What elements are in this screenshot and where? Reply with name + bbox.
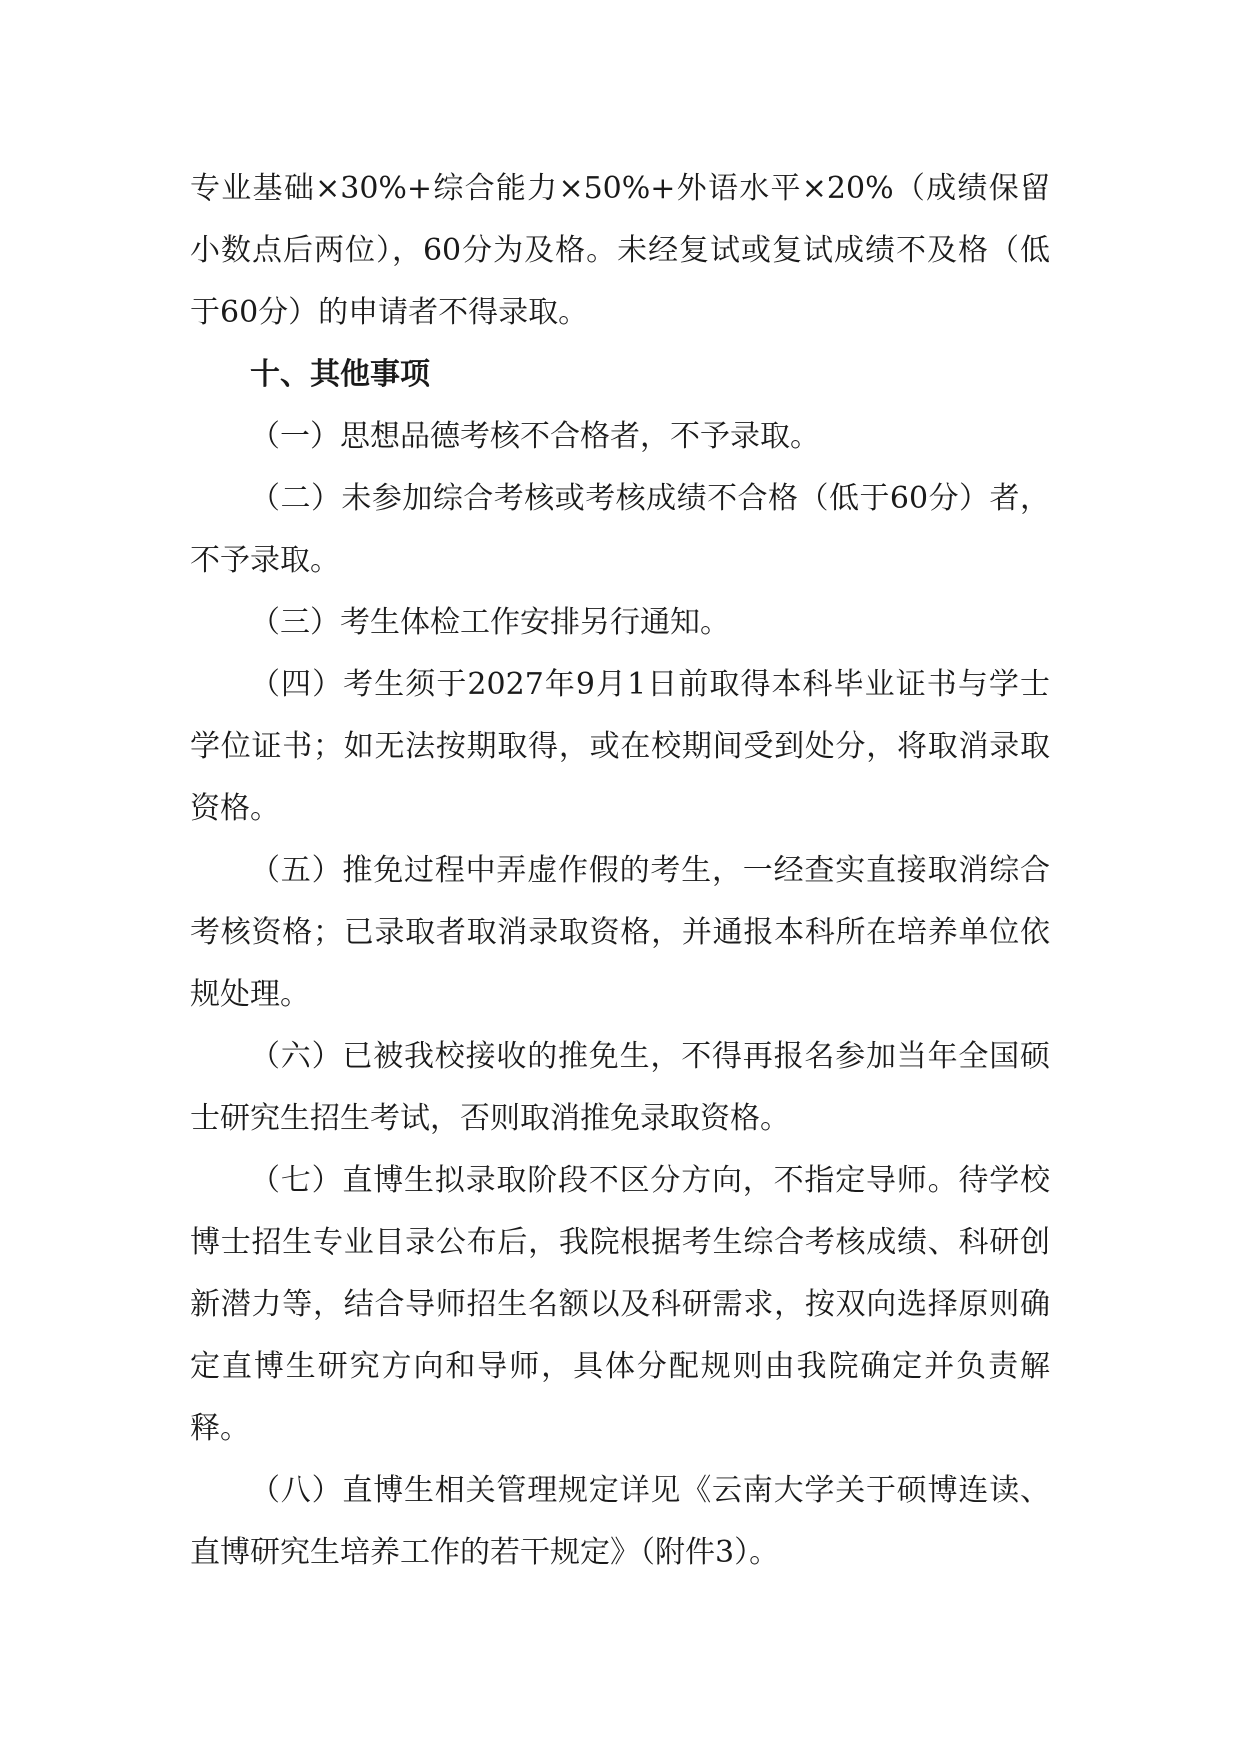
- item-6: （六）已被我校接收的推免生，不得再报名参加当年全国硕士研究生招生考试，否则取消推免录取资格。: [190, 1039, 1050, 1136]
- item-2: （二）未参加综合考核或考核成绩不合格（低于60分）者，不予录取。: [190, 481, 1050, 578]
- section-heading: 十、其他事项: [250, 357, 430, 392]
- item-1: （一）思想品德考核不合格者，不予录取。: [250, 419, 820, 454]
- item-4: （四）考生须于2027年9月1日前取得本科毕业证书与学士学位证书；如无法按期取得，或在校期间受到处分，将取消录取资格。: [190, 667, 1050, 826]
- item-8: （八）直博生相关管理规定详见《云南大学关于硕博连读、直博研究生培养工作的若干规定》（附件3）。: [190, 1473, 1050, 1570]
- item-5: （五）推免过程中弄虚作假的考生，一经查实直接取消综合考核资格；已录取者取消录取资格，并通报本科所在培养单位依规处理。: [190, 853, 1050, 1012]
- item-3: （三）考生体检工作安排另行通知。: [250, 605, 730, 640]
- item-7: （七）直博生拟录取阶段不区分方向，不指定导师。待学校博士招生专业目录公布后，我院根据考生综合考核成绩、科研创新潜力等，结合导师招生名额以及科研需求，按双向选择原则确定直博生研究方向和导师，具体分配规则由我院确定并负责解释。: [190, 1163, 1050, 1446]
- continuation-paragraph: 专业基础×30%+综合能力×50%+外语水平×20%（成绩保留小数点后两位），60分为及格。未经复试或复试成绩不及格（低于60分）的申请者不得录取。: [190, 171, 1050, 330]
- document-body: [190, 158, 1050, 1584]
